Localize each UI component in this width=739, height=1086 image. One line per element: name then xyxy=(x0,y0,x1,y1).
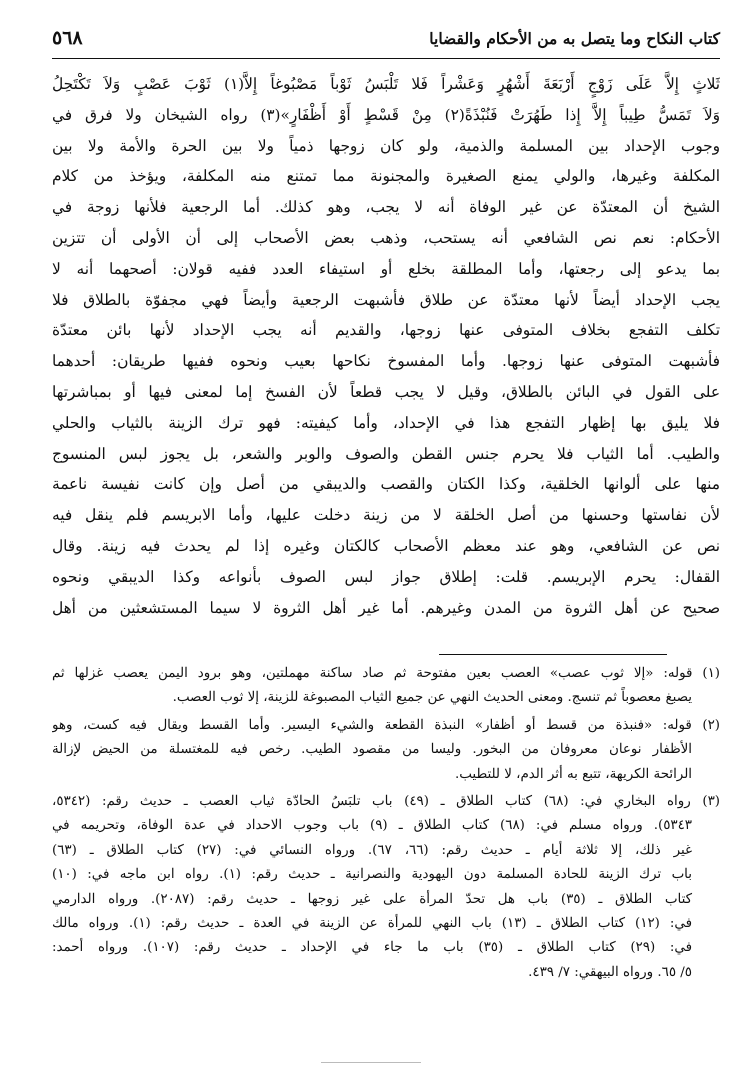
footnote-line: (٣) رواه البخاري في: (٦٨) كتاب الطلاق ـ (٤٩) باب تلبَسُ الحادّة ثياب العصب ـ حديث رقم: (٥٣٤٢، xyxy=(52,794,720,810)
bottom-rule xyxy=(321,1062,421,1063)
footnote-line: غير ذلك، إلا ثلاثة أيام ـ حديث رقم: (٦٦، ٦٧). ورواه النسائي في: (٢٧) كتاب الطلاق ـ (٦٣) xyxy=(52,842,692,858)
text-line: الأحكام: نعم نص الشافعي أنه يستحب، وذهب بعض الأصحاب إلى أن الأولى أن تتزين xyxy=(52,228,720,247)
main-text xyxy=(52,69,720,623)
footnote-line: كتاب الطلاق ـ (٣٥) باب هل تحدّ المرأة على غير زوجها ـ حديث رقم: (٢٠٨٧). ورواه الدارمي xyxy=(52,891,693,907)
footnote-line: (١) قوله: «إلا ثوب عصب» العصب بعين مفتوحة ثم صاد ساكنة مهملتين، وهو برود اليمن يعصب غزلها ثم xyxy=(52,666,720,681)
footnotes xyxy=(52,662,720,988)
text-line: المكلفة وغيرها، والولي يمنع الصغيرة والمجنونة مما تمتنع منه المكلفة، ويؤخذ من كلام xyxy=(52,167,720,186)
text-line: تكلف التفجع بخلاف المتوفى عنها زوجها، والقديم أنه يجب الإحداد لأنها بائن معتدّة xyxy=(52,321,720,340)
footnote-2 xyxy=(52,714,720,787)
running-header xyxy=(52,18,720,59)
text-line: والطيب. أما الثياب فلا يحرم جنس القطن والصوف والوبر والشعر، بل يجوز لبس المنسوج xyxy=(52,444,720,463)
footnote-line: (٢) قوله: «فنبذة من قسط أو أظفار» النبذة القطعة والشيء اليسير. وأما القسط ويقال فيه كست، وهو xyxy=(52,717,720,733)
text-line: منها على ألوانها الخلقية، وكذا الكتان والقصب والديبقي من أصل وإن كانت نفيسة ناعمة xyxy=(52,475,720,494)
page-number: ٥٦٨ xyxy=(52,27,83,49)
footnote-line: في: (٢٩) كتاب الطلاق ـ (٣٥) باب ما جاء في الإحداد ـ حديث رقم: (١٠٧). ورواه أحمد: xyxy=(52,940,692,956)
footnote-line: في: (١٢) كتاب الطلاق ـ (١٣) باب النهي للمرأة عن الزينة في العدة ـ حديث رقم: (١). ورواه مالك xyxy=(52,916,692,932)
footnote-line: ٥/ ٦٥. ورواه البيهقي: ٧/ ٤٣٩. xyxy=(528,964,692,980)
text-line: لأن نفاستها وحسنها من أصل الخلقة لا من زينة دخلت عليها، وأما الابريسم فلم ينقل فيه xyxy=(52,506,720,525)
footnote-3 xyxy=(52,790,720,985)
footnote-line: الرائحة الكريهة، تتبع به أثر الدم، لا للتطيب. xyxy=(455,766,692,782)
text-line: نص عن الشافعي، وهو عند معظم الأصحاب كالكتان وغيره إذا لم يحدث فيه زينة. وقال xyxy=(52,536,720,555)
text-line: القفال: يحرم الإبريسم. قلت: إطلاق جواز لبس الصوف بأنواعه وكذا الديبقي ونحوه xyxy=(52,567,720,586)
text-line: الشيخ أن المعتدّة عن غير الوفاة أنه لا يجب، وهو كذلك. أما الرجعية فلأنها زوجة في xyxy=(52,198,720,217)
footnote-line: باب ترك الزينة للحادة المسلمة دون اليهودية والنصرانية ـ حديث رقم: (١). رواه ابن ماجه في: (١٠) xyxy=(52,867,692,883)
text-line: ثَلاثٍ إِلاَّ عَلَى زَوْجٍ أَرْبَعَةَ أَشْهُرٍ وَعَشْراً فَلا تَلْبَسُ ثَوْباً مَصْبُوغاً إِلاَّ(١) ثَوْبَ عَصْبٍ وَلاَ تَكْتَحِلُ xyxy=(52,75,720,93)
text-line: فلا يليق بها إظهار التفجع هذا في الإحداد، وأما كيفيته: فهو ترك الزينة بالثياب والحلي xyxy=(52,413,720,432)
footnote-line: الأظفار نوعان معروفان من البخور. وليسا من مقصود الطيب. رخص فيه للمغتسلة من الحيض لإزالة xyxy=(52,742,692,758)
text-line: صحيح عن أهل الثروة من المدن وغيرهم. أما غير أهل الثروة لا سيما المستشعثين من أهل xyxy=(52,598,720,617)
text-line: وجوب الإحداد بين المسلمة والذمية، ولو كان زوجها ذمياً ولا بين الحرة والأمة ولا بين xyxy=(52,136,720,155)
footnote-line: يصبغ معصوباً ثم تنسج. ومعنى الحديث النهي عن جميع الثياب المصبوغة للزينة، إلا ثوب العصب. xyxy=(172,690,692,706)
footnote-separator xyxy=(439,654,667,655)
page xyxy=(52,18,720,623)
footnote-1 xyxy=(52,662,720,711)
header-title: كتاب النكاح وما يتصل به من الأحكام والقضايا xyxy=(429,28,720,48)
text-line: يجب الإحداد أيضاً لأنها معتدّة عن طلاق فأشبهت الرجعية وأيضاً فهي مجفوّة بالطلاق فلا xyxy=(52,290,720,309)
text-line: بما يدعو إلى رجعتها، وأما المطلقة بخلع أو استيفاء العدد ففيه قولان: أصحهما أنه لا xyxy=(52,259,720,278)
text-line: على القول في البائن بالطلاق، وقيل لا يجب قطعاً لأن الفسخ إما لمعنى فيها أو بمباشرتها xyxy=(52,382,720,401)
text-line: فأشبهت المتوفى عنها زوجها. وأما المفسوخ نكاحها بعيب ونحوه ففيها طريقان: أحدهما xyxy=(52,352,720,371)
text-line: وَلاَ تَمَسُّ طِيباً إِلاَّ إِذا طَهُرَتْ فَنُبْذَةً(٢) مِنْ قَسْطٍ أَوْ أَظْفَارٍ»(٣) رواه الشيخان ولا فرق في xyxy=(52,105,720,124)
footnote-line: ٥٣٤٣). ورواه مسلم في: (٦٨) كتاب الطلاق ـ (٩) باب وجوب الاحداد في عدة الوفاة، وتحريمه في xyxy=(52,818,693,834)
